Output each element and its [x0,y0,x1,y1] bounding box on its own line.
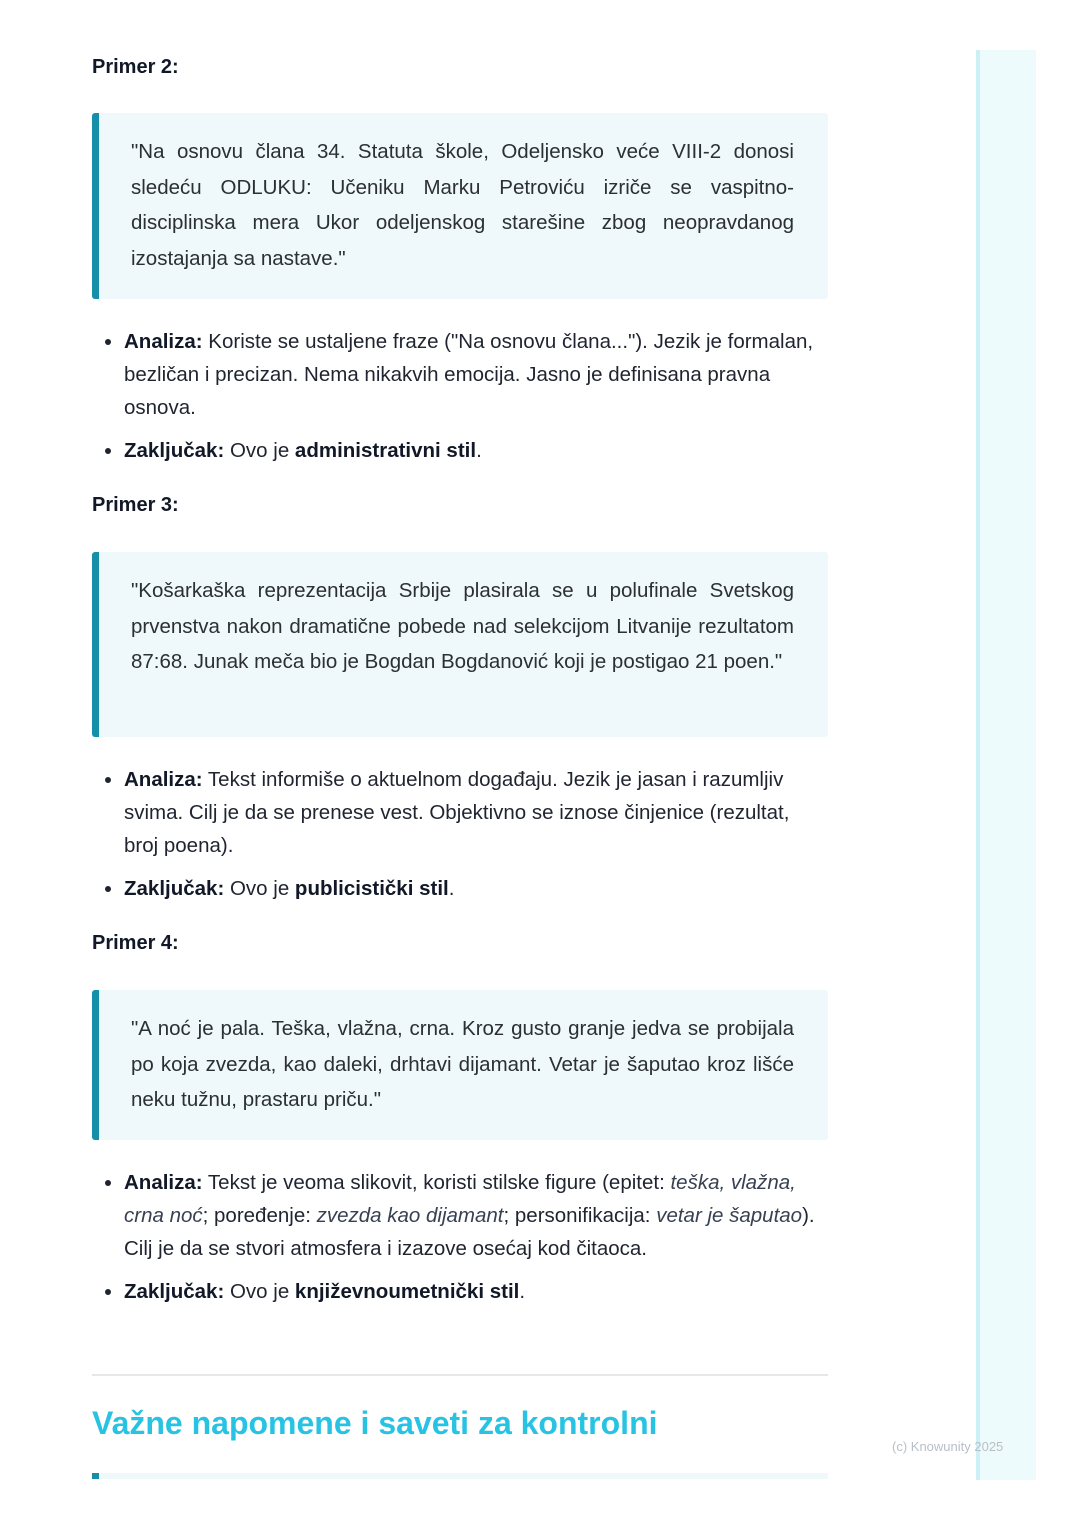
conclusion-label: Zaključak: [124,1280,225,1303]
analysis-text: ). Cilj je da se stvori atmosfera i izazove osećaj kod čitaoca. [124,1204,815,1260]
example-quote [92,990,828,1140]
analysis-text: ; personifikacija: [503,1204,657,1227]
analysis-text: ; poređenje: [202,1204,317,1227]
analysis-list [92,325,828,477]
analysis-label: Analiza: [124,330,203,353]
conclusion-suffix: . [519,1280,526,1303]
example-quote [92,552,828,737]
conclusion-style: književnoumetnički stil [294,1280,520,1303]
conclusion-item [124,1275,828,1308]
analysis-item [124,325,828,424]
conclusion-label: Zaključak: [124,877,225,900]
analysis-label: Analiza: [124,768,203,791]
quote-text: "A noć je pala. Teška, vlažna, crna. Kroz gusto granje jedva se probijala po koja zvezda, kao daleki, drhtavi dijamant. Vetar je šaputao kroz lišće neku tužnu, prastaru priču." [131,1017,794,1111]
quote-text: "Na osnovu člana 34. Statuta škole, Odeljensko veće VIII-2 donosi sledeću ODLUKU: Učeniku Marku Petroviću izriče se vaspitno-disciplinska mera Ukor odeljenskog starešine zbog neopravdanog izostajanja sa nastave." [131,140,794,270]
conclusion-prefix: Ovo je [224,1280,295,1303]
analysis-italic: vetar je šaputao [656,1204,803,1227]
example-heading: Primer 2: [92,56,179,78]
example-heading: Primer 3: [92,494,179,516]
conclusion-item [124,872,828,905]
analysis-text: Tekst je veoma slikovit, koristi stilske figure (epitet: [202,1171,671,1194]
conclusion-item [124,434,828,467]
next-quote-stub [92,1473,828,1479]
example-quote [92,113,828,299]
conclusion-prefix: Ovo je [224,877,295,900]
conclusion-label: Zaključak: [124,439,225,462]
analysis-item [124,763,828,862]
analysis-label: Analiza: [124,1171,203,1194]
conclusion-style: publicistički stil [294,877,449,900]
analysis-italic: zvezda kao dijamant [316,1204,504,1227]
analysis-list [92,1166,828,1318]
analysis-item [124,1166,828,1265]
analysis-text: Koriste se ustaljene fraze ("Na osnovu člana..."). Jezik je formalan, bezličan i precizan. Nema nikakvih emocija. Jasno je definisana pravna osnova. [124,330,814,419]
analysis-italic: teška, vlažna, crna noć [124,1171,796,1227]
conclusion-suffix: . [448,877,455,900]
analysis-text: Tekst informiše o aktuelnom događaju. Jezik je jasan i razumljiv svima. Cilj je da se prenese vest. Objektivno se iznose činjenice (rezultat, broj poena). [124,768,790,857]
quote-text: "Košarkaška reprezentacija Srbije plasirala se u polufinale Svetskog prvenstva nakon dramatične pobede nad selekcijom Litvanije rezultatom 87:68. Junak meča bio je Bogdan Bogdanović koji je postigao 21 poen." [131,579,794,673]
example-heading: Primer 4: [92,932,179,954]
conclusion-prefix: Ovo je [224,439,295,462]
side-panel [976,50,1036,1480]
section-title: Važne napomene i saveti za kontrolni [92,1405,658,1441]
analysis-list [92,763,828,915]
copyright-notice: (c) Knowunity 2025 [892,1439,1004,1454]
section-divider [92,1374,828,1376]
conclusion-suffix: . [476,439,482,462]
conclusion-style: administrativni stil [294,439,477,462]
